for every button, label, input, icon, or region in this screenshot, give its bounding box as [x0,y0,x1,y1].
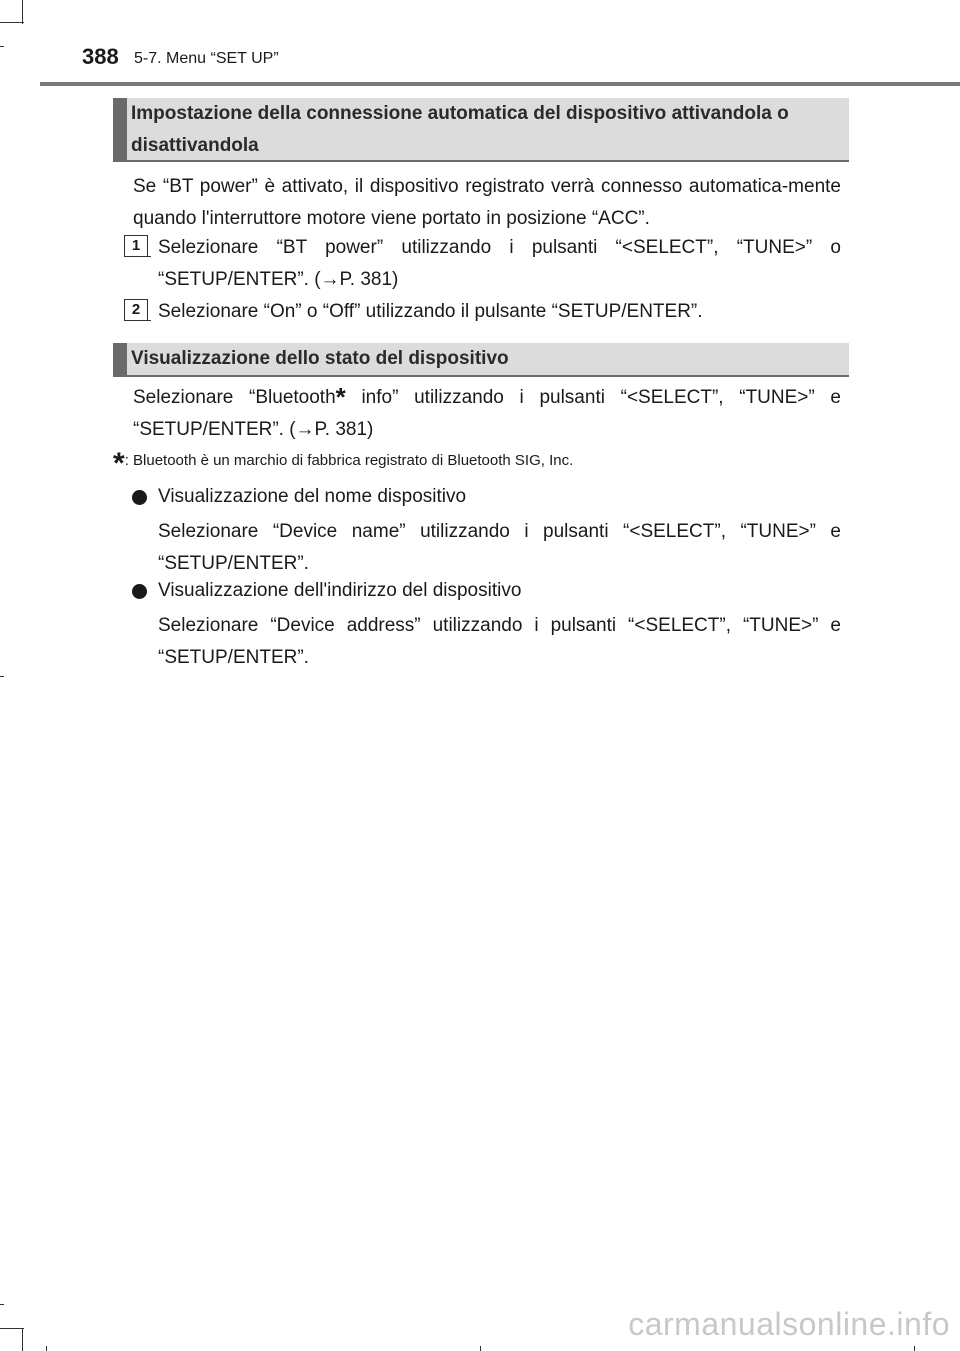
footnote-text: : Bluetooth è un marchio di fabbrica registrato di Bluetooth SIG, Inc. [124,452,574,469]
crop-mark-top-left-v [22,0,23,24]
crop-mark-bottom-tick-3 [914,1346,915,1351]
page-number: 388 [82,44,119,69]
header-rule [40,82,960,86]
step-2-text: Selezionare “On” o “Off” utilizzando il pulsante “SETUP/ENTER”. [158,301,703,322]
section2-intro-after: info” utilizzando i pulsanti “<SELECT”, “TUNE>” e “SETUP/ENTER”. (→P. 381) [133,387,841,440]
crop-mark-top-left-h2 [0,46,4,47]
section2-intro-before: Selezionare “Bluetooth [133,387,336,408]
step-number-badge: 1 [124,235,148,257]
watermark: carmanualsonline.info [628,1306,950,1342]
crop-mark-left-mid [0,676,4,677]
crop-mark-top-left-h [0,22,24,23]
bullet-icon [132,584,147,599]
asterisk-marker: * [335,382,346,412]
crop-mark-bottom-left-v [22,1328,23,1351]
crop-mark-bottom-tick-2 [480,1346,481,1351]
crop-mark-bottom-left-h [0,1328,24,1329]
item-1-title: Visualizzazione del nome dispositivo [158,486,467,507]
item-2-title: Visualizzazione dell'indirizzo del dispositivo [158,580,522,601]
item-2-text: Selezionare “Device address” utilizzando i pulsanti “<SELECT”, “TUNE>” e “SETUP/ENTER”. [158,615,841,668]
footnote-asterisk: * [113,447,125,480]
crop-mark-bottom-left-h2 [0,1304,4,1305]
footnote [113,447,573,481]
section-heading-device-status: Visualizzazione dello stato del dispositivo [113,343,849,377]
section2-intro [133,382,841,446]
step-number-badge: 2 [124,299,148,321]
section-heading-auto-connect: Impostazione della connessione automatica del dispositivo attivandola o disattivandola [113,98,849,162]
step-1-text: Selezionare “BT power” utilizzando i pulsanti “<SELECT”, “TUNE>” o “SETUP/ENTER”. (→P. 381) [158,237,841,290]
crop-mark-bottom-tick-1 [46,1346,47,1351]
section-reference: 5-7. Menu “SET UP” [134,50,279,67]
bullet-icon [132,490,147,505]
section1-intro: Se “BT power” è attivato, il dispositivo registrato verrà connesso automatica-mente quando l'interruttore motore viene portato in posizione “ACC”. [133,176,841,229]
item-1-text: Selezionare “Device name” utilizzando i pulsanti “<SELECT”, “TUNE>” e “SETUP/ENTER”. [158,521,841,574]
